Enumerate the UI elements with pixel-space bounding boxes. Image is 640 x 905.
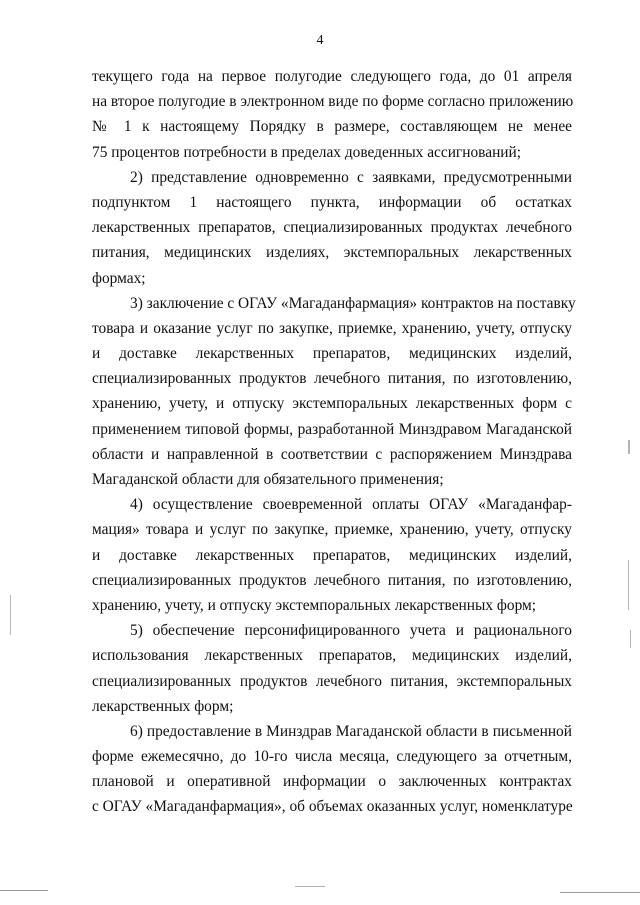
text-line: Магаданской области для обязательного применения; [92, 471, 444, 488]
text-line: 5) обеспечение персонифицированного учета и рационального [130, 622, 572, 640]
scan-artifact [628, 440, 630, 454]
text-line: на второе полугодие в электронном виде по форме согласно приложению [92, 93, 574, 111]
text-line: № 1 к настоящему Порядку в размере, составляющем не менее [92, 118, 572, 136]
scan-artifact [560, 892, 640, 893]
text-line: и доставке лекарственных препаратов, медицинских изделий, [92, 345, 572, 363]
text-line: плановой и оперативной информации о заключенных контрактах [92, 773, 572, 791]
page-number: 4 [316, 33, 324, 48]
text-line: формах; [92, 269, 146, 287]
text-line: лекарственных препаратов, специализированных продуктах лечебного [92, 219, 572, 237]
text-line: хранению, учету, и отпуску экстемпоральных лекарственных форм; [92, 596, 537, 614]
text-line: 4) осуществление своевременной оплаты ОГАУ «Магаданфар- [130, 496, 572, 514]
text-line: 6) предоставление в Минздрав Магаданской области в письменной [130, 722, 572, 740]
body-text [92, 64, 576, 820]
text-line: применением типовой формы, разработанной Минздравом Магаданской [92, 420, 572, 438]
text-line: 2) представление одновременно с заявками, предусмотренными [130, 168, 572, 186]
text-line: специализированных продуктов лечебного питания, по изготовлению, [92, 571, 572, 589]
text-line: использования лекарственных препаратов, медицинских изделий, [92, 647, 572, 665]
text-line: подпунктом 1 настоящего пункта, информации об остатках [92, 193, 572, 211]
scan-artifact [295, 886, 325, 887]
scan-artifact [10, 595, 11, 635]
text-line: области и направленной в соответствии с распоряжением Минздрава [92, 445, 572, 463]
text-line: 3) заключение с ОГАУ «Магаданфармация» контрактов на поставку [130, 294, 576, 312]
text-line: хранению, учету, и отпуску экстемпоральных лекарственных форм с [92, 395, 572, 413]
scan-artifact [628, 560, 629, 610]
text-line: питания, медицинских изделиях, экстемпоральных лекарственных [92, 244, 572, 262]
text-line: 75 процентов потребности в пределах доведенных ассигнований; [92, 143, 522, 161]
text-line: товара и оказание услуг по закупке, приемке, хранению, учету, отпуску [92, 319, 572, 337]
text-line: специализированных продуктов лечебного питания, по изготовлению, [92, 370, 572, 388]
text-line: текущего года на первое полугодие следующего года, до 01 апреля [92, 68, 572, 85]
scan-artifact [0, 890, 48, 891]
text-line: мация» товара и услуг по закупке, приемке, хранению, учету, отпуску [92, 521, 572, 539]
text-line: и доставке лекарственных препаратов, медицинских изделий, [92, 546, 572, 564]
text-line: с ОГАУ «Магаданфармация», об объемах оказанных услуг, номенклатуре [92, 798, 573, 816]
text-line: форме ежемесячно, до 10-го числа месяца, следующего за отчетным, [92, 748, 572, 766]
scan-artifact [630, 630, 631, 648]
text-line: специализированных продуктов лечебного питания, экстемпоральных [92, 672, 572, 690]
text-line: лекарственных форм; [92, 697, 234, 715]
